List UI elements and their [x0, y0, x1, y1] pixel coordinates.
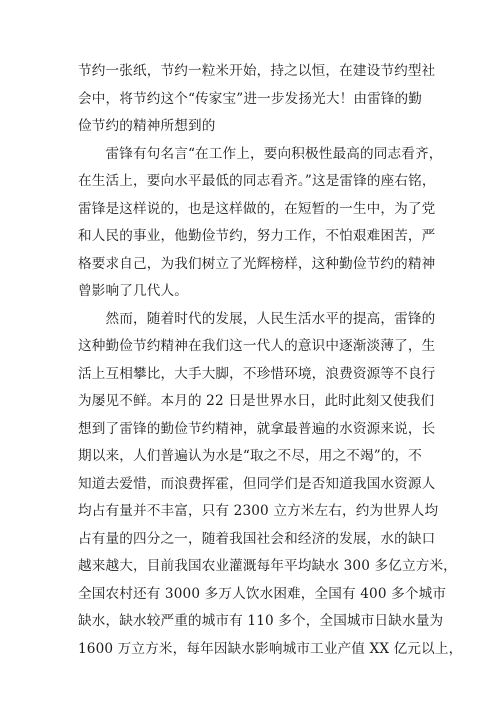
- text-line: 雷锋是这样说的，也是这样做的，在短暂的一生中，为了党: [78, 200, 436, 217]
- text-line: 然而，随着时代的发展，人民生活水平的提高，雷锋的: [78, 310, 436, 327]
- text-line: 活上互相攀比，大手大脚，不珍惜环境，浪费资源等不良行: [78, 365, 436, 382]
- text-line: 缺水，缺水较严重的城市有 110 多个，全国城市日缺水量为: [78, 613, 444, 629]
- text-line: 雷锋有句名言“在工作上，要向积极性最高的同志看齐，: [78, 145, 443, 162]
- text-line: 节约一张纸，节约一粒米开始，持之以恒，在建设节约型社: [78, 63, 436, 79]
- document-body: [78, 58, 463, 663]
- text-line: 1600 万立方米，每年因缺水影响城市工业产值 XX 亿元以上，: [78, 640, 463, 657]
- text-line: 曾影响了几代人。: [78, 283, 188, 299]
- text-line: 在生活上，要向水平最低的同志看齐。”这是雷锋的座右铭，: [78, 173, 436, 189]
- text-line: 想到了雷锋的勤俭节约精神，就拿最普遍的水资源来说，长: [78, 420, 436, 437]
- text-line: 这种勤俭节约精神在我们这一代人的意识中逐渐淡薄了，生: [78, 338, 436, 354]
- text-line: 为屡见不鲜。本月的 22 日是世界水日，此时此刻又使我们: [78, 393, 435, 409]
- text-line: 期以来，人们普遍认为水是“取之不尽，用之不竭”的，不: [78, 448, 423, 464]
- text-line: 会中，将节约这个“传家宝”进一步发扬光大！由雷锋的勤: [78, 90, 423, 107]
- text-line: 全国农村还有 3000 多万人饮水困难，全国有 400 多个城市: [78, 585, 447, 602]
- text-line: 和人民的事业，他勤俭节约，努力工作，不怕艰难困苦，严: [78, 228, 436, 244]
- text-line: 越来越大，目前我国农业灌溉每年平均缺水 300 多亿立方米，: [78, 558, 457, 574]
- text-line: 知道去爱惜，而浪费挥霍，但同学们是否知道我国水资源人: [78, 475, 436, 492]
- text-line: 占有量的四分之一，随着我国社会和经济的发展，水的缺口: [78, 530, 436, 547]
- text-line: 格要求自己，为我们树立了光辉榜样，这种勤俭节约的精神: [78, 255, 436, 272]
- text-line: 俭节约的精神所想到的: [78, 118, 216, 134]
- text-line: 均占有量并不丰富，只有 2300 立方米左右，约为世界人均: [78, 503, 439, 519]
